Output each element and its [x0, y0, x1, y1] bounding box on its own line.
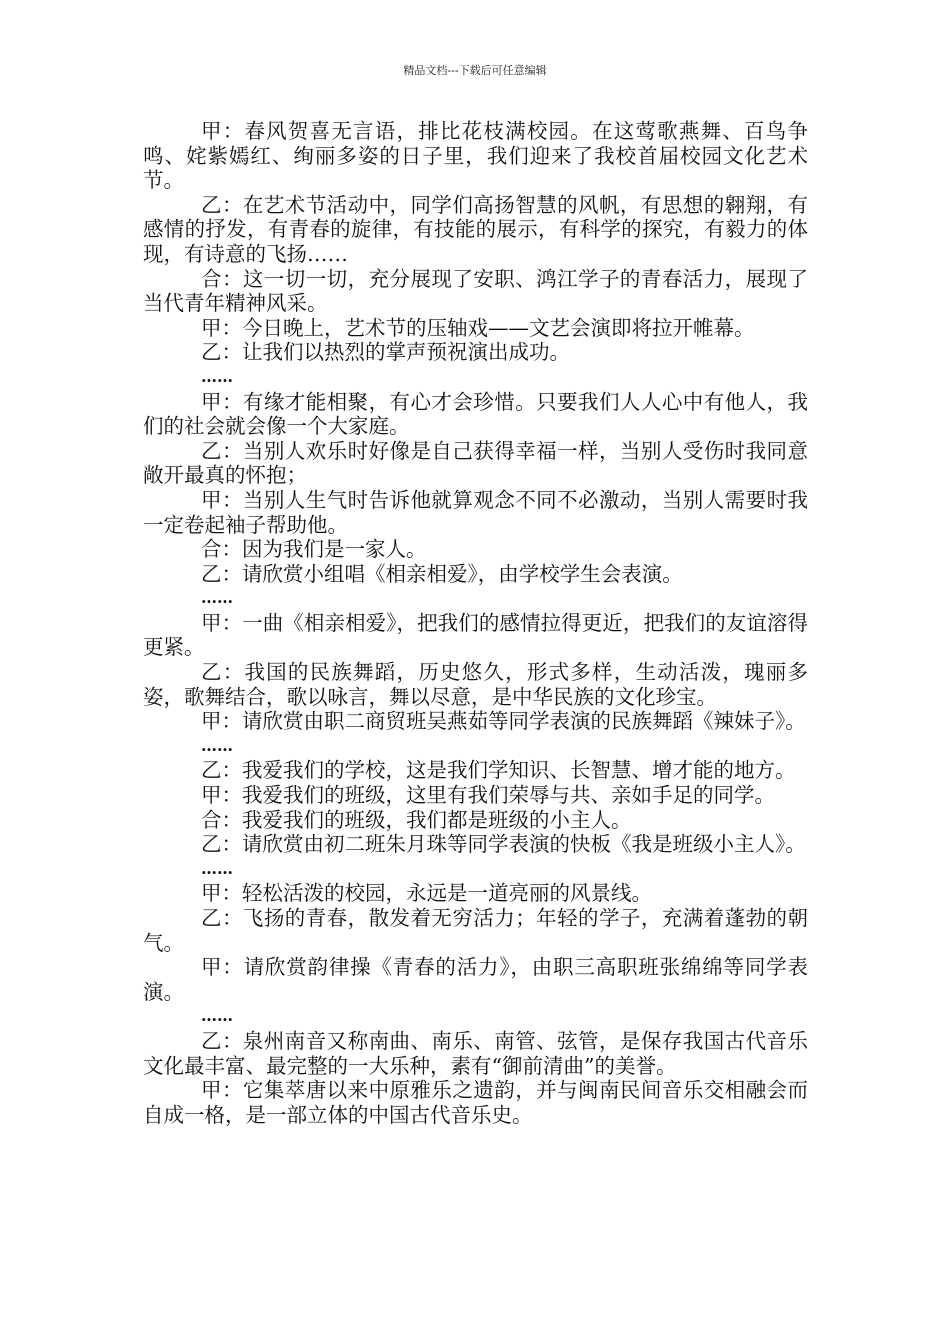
- dialogue-paragraph: 甲：当别人生气时告诉他就算观念不同不必激动，当别人需要时我一定卷起袖子帮助他。: [143, 487, 808, 537]
- dialogue-paragraph: 甲：轻松活泼的校园，永远是一道亮丽的风景线。: [201, 881, 652, 906]
- dialogue-paragraph: 乙：当别人欢乐时好像是自己获得幸福一样，当别人受伤时我同意敞开最真的怀抱；: [143, 438, 808, 488]
- dialogue-paragraph: 乙：请欣赏小组唱《相亲相爱》，由学校学生会表演。: [201, 561, 683, 586]
- dialogue-paragraph: 甲：请欣赏韵律操《青春的活力》，由职三高职班张绵绵等同学表演。: [143, 955, 808, 1004]
- section-break-ellipsis: ……: [201, 366, 233, 386]
- dialogue-paragraph: 合：我爱我们的班级，我们都是班级的小主人。: [201, 807, 632, 832]
- dialogue-paragraph: 合：因为我们是一家人。: [201, 537, 427, 562]
- dialogue-paragraph: 甲：一曲《相亲相爱》，把我们的感情拉得更近，把我们的友谊溶得更紧。: [143, 610, 808, 660]
- dialogue-paragraph: 乙：泉州南音又称南曲、南乐、南管、弦管，是保存我国古代音乐文化最丰富、最完整的一大乐种，素有“御前清曲”的美誉。: [143, 1028, 808, 1078]
- dialogue-paragraph: 乙：让我们以热烈的掌声预祝演出成功。: [201, 340, 570, 365]
- dialogue-paragraph: 乙：我爱我们的学校，这是我们学知识、长智慧、增才能的地方。: [201, 758, 796, 783]
- dialogue-paragraph: 甲：有缘才能相聚，有心才会珍惜。只要我们人人心中有他人，我们的社会就会像一个大家庭。: [143, 389, 808, 439]
- section-break-ellipsis: ……: [201, 588, 233, 608]
- dialogue-paragraph: 乙：请欣赏由初二班朱月珠等同学表演的快板《我是班级小主人》。: [201, 832, 806, 857]
- dialogue-paragraph: 甲：我爱我们的班级，这里有我们荣辱与共、亲如手足的同学。: [201, 783, 775, 808]
- section-break-ellipsis: ……: [201, 1006, 233, 1026]
- document-body: [143, 119, 808, 1127]
- dialogue-paragraph: 甲：请欣赏由职二商贸班吴燕茹等同学表演的民族舞蹈《辣妹子》。: [201, 709, 806, 734]
- section-break-ellipsis: ……: [201, 735, 233, 755]
- dialogue-paragraph: 甲：春风贺喜无言语，排比花枝满校园。在这莺歌燕舞、百鸟争鸣、姹紫嫣红、绚丽多姿的日子里，我们迎来了我校首届校园文化艺术节。: [143, 119, 808, 193]
- dialogue-paragraph: 甲：今日晚上，艺术节的压轴戏——文艺会演即将拉开帷幕。: [201, 315, 755, 340]
- page-header: 精品文档---下载后可任意编辑: [403, 64, 547, 77]
- section-break-ellipsis: ……: [201, 858, 233, 878]
- dialogue-paragraph: 合：这一切一切，充分展现了安职、鸿江学子的青春活力，展现了当代青年精神风采。: [143, 266, 808, 316]
- dialogue-paragraph: 甲：它集萃唐以来中原雅乐之遗韵，并与闽南民间音乐交相融会而自成一格，是一部立体的中国古代音乐史。: [143, 1078, 808, 1127]
- dialogue-paragraph: 乙：在艺术节活动中，同学们高扬智慧的风帆，有思想的翱翔，有感情的抒发，有青春的旋律，有技能的展示，有科学的探究，有毅力的体现，有诗意的飞扬……: [143, 192, 808, 266]
- dialogue-paragraph: 乙：我国的民族舞蹈，历史悠久，形式多样，生动活泼，瑰丽多姿，歌舞结合，歌以咏言，舞以尽意，是中华民族的文化珍宝。: [143, 660, 808, 709]
- dialogue-paragraph: 乙：飞扬的青春，散发着无穷活力；年轻的学子，充满着蓬勃的朝气。: [143, 906, 808, 955]
